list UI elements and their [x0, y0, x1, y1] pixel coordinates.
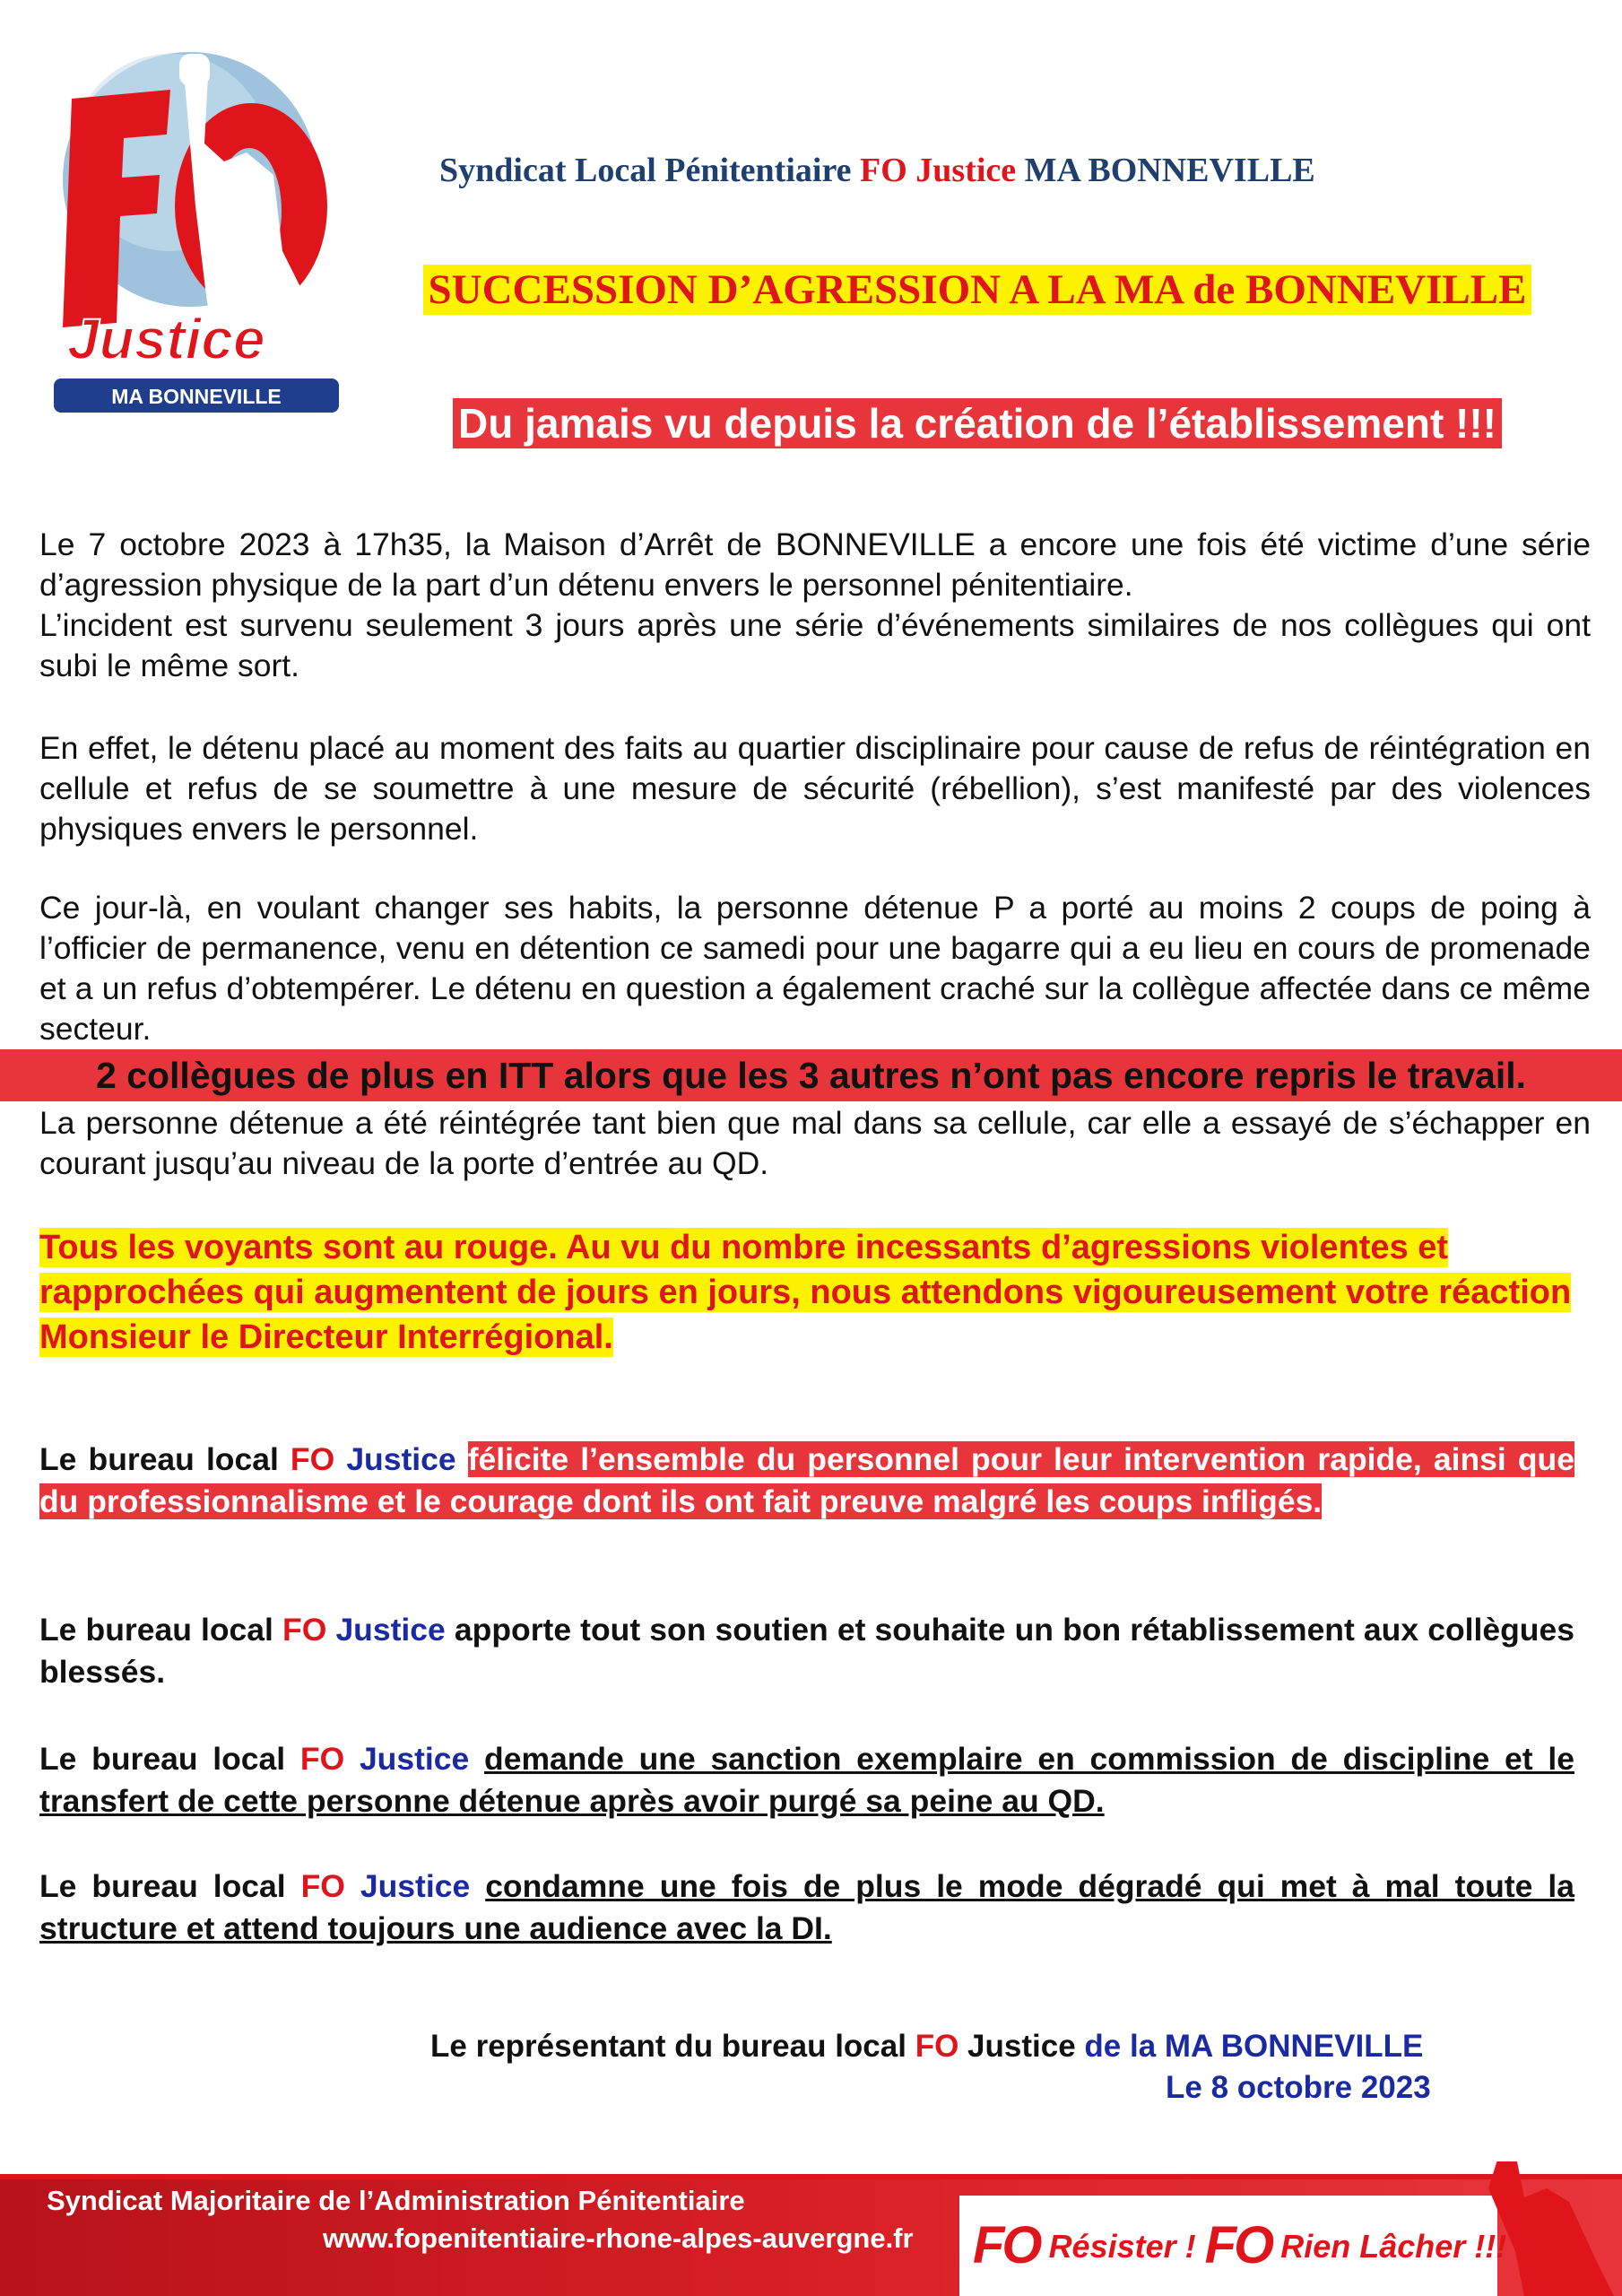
- page-title: SUCCESSION D’AGRESSION A LA MA de BONNEVILLE: [423, 265, 1532, 315]
- footer-union-name: Syndicat Majoritaire de l’Administration Pénitentiaire: [47, 2185, 745, 2216]
- bureau-fo: FO: [300, 1868, 345, 1904]
- paragraph-1-b: L’incident est survenu seulement 3 jours après une série d’événements similaires de nos collègues qui ont subi le même sort.: [39, 607, 1591, 683]
- signature-line: [430, 2029, 1506, 2065]
- itt-banner: 2 collègues de plus en ITT alors que les 3 autres n’ont pas encore repris le travail.: [0, 1049, 1622, 1101]
- page-subtitle: Du jamais vu depuis la création de l’établissement !!!: [453, 398, 1502, 448]
- subtitle-block: [395, 399, 1560, 448]
- bureau-justice: Justice: [346, 1441, 456, 1477]
- bureau-justice: Justice: [359, 1741, 470, 1777]
- bureau-lead: Le bureau local: [39, 1441, 279, 1477]
- paragraph-4: La personne détenue a été réintégrée tant bien que mal dans sa cellule, car elle a essayé de s’échapper en courant jusqu’au niveau de la porte d’entrée au QD.: [39, 1105, 1591, 1181]
- paragraph-1-a: Le 7 octobre 2023 à 17h35, la Maison d’Arrêt de BONNEVILLE a encore une fois été victime d’une série d’agression physique de la part d’un détenu envers le personnel pénitentiaire.: [39, 526, 1591, 603]
- signature-prefix: Le représentant du bureau local: [430, 2029, 906, 2064]
- alert-text: Tous les voyants sont au rouge. Au vu du nombre incessants d’agressions violentes et rapprochées qui augmentent de jours en jours, nous attendons vigoureusement votre réaction Monsieur le Directeur Interrégional.: [39, 1229, 1572, 1356]
- bureau-justice: Justice: [360, 1868, 471, 1904]
- slogan-fo-2: FO: [1204, 2216, 1272, 2274]
- bureau-statement-3: [39, 1738, 1574, 1822]
- paragraph-3: Ce jour-là, en voulant changer ses habits, la personne détenue P a porté au moins 2 coups de poing à l’officier de permanence, venu en détention ce samedi pour une bagarre qui a eu lieu en cours de promenade et a un refus d’obtempérer. Le détenu en question a également craché sur la collègue affectée dans ce même secteur.: [39, 890, 1591, 1047]
- bureau-lead: Le bureau local: [39, 1612, 273, 1648]
- logo-justice-word: Justice: [67, 307, 265, 371]
- bureau-statement-2: [39, 1609, 1574, 1693]
- title-block: [395, 265, 1560, 314]
- bureau-fo: FO: [290, 1441, 335, 1477]
- bureau-fo: FO: [299, 1741, 345, 1777]
- bureau-fo: FO: [282, 1612, 327, 1648]
- union-suffix: MA BONNEVILLE: [1024, 152, 1315, 189]
- union-prefix: Syndicat Local Pénitentiaire: [439, 152, 852, 189]
- paragraph-1: [39, 525, 1591, 686]
- paragraph-2: En effet, le détenu placé au moment des faits au quartier disciplinaire pour cause de refus de réintégration en cellule et refus de se soumettre à une mesure de sécurité (rébellion), s’est manifesté par des violences physiques envers le personnel.: [39, 730, 1591, 847]
- bureau-justice: Justice: [335, 1612, 446, 1648]
- logo-subtitle: MA BONNEVILLE: [111, 385, 282, 408]
- signature-date: Le 8 octobre 2023: [1166, 2070, 1431, 2105]
- bureau-lead: Le bureau local: [39, 1741, 286, 1777]
- alert-paragraph: [39, 1225, 1600, 1360]
- signature-suffix: de la MA BONNEVILLE: [1084, 2029, 1424, 2064]
- slogan-part-1: Résister !: [1048, 2228, 1196, 2265]
- bureau-statement-1-text: félicite l’ensemble du personnel pour leur intervention rapide, ainsi que du professionnalisme et le courage dont ils ont fait preuve malgré les coups infligés.: [39, 1441, 1574, 1519]
- bureau-lead: Le bureau local: [39, 1868, 286, 1904]
- bureau-statement-2-text: apporte tout son soutien et souhaite un bon rétablissement aux collègues blessés.: [39, 1612, 1574, 1690]
- fo-justice-logo: [36, 27, 368, 413]
- signature-justice: Justice: [967, 2029, 1076, 2064]
- slogan-fo-1: FO: [973, 2216, 1040, 2274]
- bureau-statement-1: [39, 1439, 1574, 1523]
- slogan-part-2: Rien Lâcher !!!: [1280, 2228, 1507, 2265]
- bureau-statement-4: [39, 1866, 1574, 1950]
- union-fo-justice: FO Justice: [860, 152, 1017, 189]
- bureau-statement-3-text: demande une sanction exemplaire en commission de discipline et le transfert de cette personne détenue après avoir purgé sa peine au QD.: [39, 1741, 1574, 1819]
- union-name: [439, 151, 1515, 190]
- bureau-statement-4-text: condamne une fois de plus le mode dégradé qui met à mal toute la structure et attend toujours une audience avec la DI.: [39, 1868, 1574, 1946]
- footer-website-link[interactable]: www.fopenitentiaire-rhone-alpes-auvergne.fr: [323, 2222, 914, 2254]
- footer-slogan: [973, 2215, 1506, 2275]
- signature-fo: FO: [915, 2029, 959, 2064]
